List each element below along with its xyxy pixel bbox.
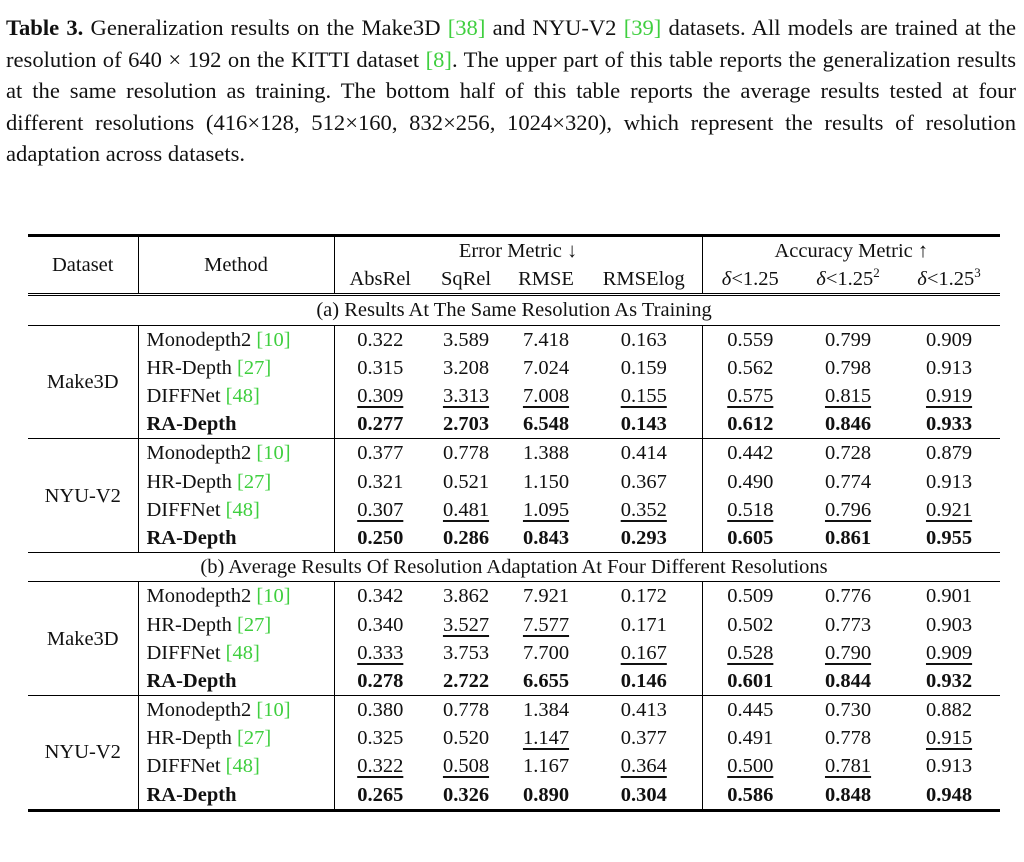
value-cell: 0.521 — [442, 470, 490, 493]
table-row — [28, 468, 1000, 496]
value-cell: 7.921 — [522, 585, 570, 608]
table-row — [28, 439, 1000, 468]
value-cell: 0.518 — [727, 498, 774, 521]
value-cell: 0.909 — [925, 328, 973, 351]
value-cell: 0.575 — [727, 385, 774, 408]
header-method: Method — [138, 236, 334, 295]
value-cell: 0.861 — [824, 526, 872, 549]
value-cell: 0.919 — [925, 385, 973, 408]
results-table — [28, 234, 1000, 812]
value-cell: 0.528 — [727, 641, 774, 664]
value-cell: 0.481 — [442, 498, 490, 521]
dataset-cell: Make3D — [28, 582, 138, 696]
value-cell: 6.548 — [522, 413, 570, 436]
caption-text: . The upper part of this table reports the generalization results at the same resolution as training. The bottom half of this table reports the average results tested at four different resolutions (416×128, 512×160, 832×256, 1024×320), which represent the results of resolution adaptation across datasets. — [6, 46, 1016, 167]
value-cell: 0.799 — [824, 328, 872, 351]
value-cell: 0.146 — [586, 667, 702, 696]
value-cell: 3.862 — [442, 585, 490, 608]
header-error-metric: Error Metric ↓ — [334, 236, 702, 266]
method-cell: RA-Depth — [138, 410, 334, 439]
value-cell: 0.364 — [586, 752, 702, 780]
caption-text: and NYU-V2 — [485, 15, 624, 40]
header-col-0: AbsRel — [334, 265, 426, 295]
value-cell: 0.326 — [426, 781, 506, 811]
value-cell: 0.778 — [426, 696, 506, 725]
value-cell: 0.377 — [586, 724, 702, 752]
table-row — [28, 524, 1000, 553]
value-cell: 0.955 — [925, 526, 973, 549]
results-table-wrapper — [28, 234, 1000, 812]
value-cell: 0.520 — [442, 727, 490, 750]
value-cell: 0.882 — [898, 696, 1000, 725]
value-cell: 0.948 — [898, 781, 1000, 811]
table-row — [28, 696, 1000, 725]
dataset-cell: NYU-V2 — [28, 439, 138, 553]
value-cell: 7.008 — [522, 385, 570, 408]
header-col-5: $\delta<1.25^2$ — [798, 265, 898, 295]
value-cell: 0.605 — [727, 526, 774, 549]
value-cell: 0.815 — [824, 385, 872, 408]
value-cell: 0.340 — [357, 613, 404, 636]
value-cell: 0.773 — [824, 613, 872, 636]
table-row — [28, 382, 1000, 410]
value-cell: 0.321 — [357, 470, 404, 493]
value-cell: 3.753 — [442, 641, 490, 664]
value-cell: 0.796 — [824, 498, 872, 521]
value-cell: 0.781 — [824, 755, 872, 778]
value-cell: 0.774 — [824, 470, 872, 493]
value-cell: 0.491 — [727, 727, 774, 750]
table-row — [28, 354, 1000, 382]
value-cell: 0.309 — [357, 385, 404, 408]
method-citation[interactable]: [10] — [256, 328, 291, 351]
value-cell: 1.384 — [506, 696, 586, 725]
header-accuracy-metric: Accuracy Metric ↑ — [774, 240, 929, 263]
value-cell: 0.171 — [586, 610, 702, 638]
value-cell: 0.909 — [925, 641, 973, 664]
value-cell: 0.612 — [727, 413, 774, 436]
value-cell: 0.278 — [357, 669, 404, 692]
method-cell: DIFFNet [48] — [138, 382, 334, 410]
method-citation[interactable]: [27] — [237, 356, 272, 379]
caption-citation[interactable]: [8] — [425, 46, 452, 72]
method-cell: RA-Depth — [138, 781, 334, 811]
method-cell: DIFFNet [48] — [138, 752, 334, 780]
value-cell: 0.159 — [586, 354, 702, 382]
method-cell: Monodepth2 [10] — [138, 439, 334, 468]
value-cell: 0.377 — [334, 439, 426, 468]
header-col-3: RMSElog — [586, 265, 702, 295]
section-title: (b) Average Results Of Resolution Adaptation At Four Different Resolutions — [28, 553, 1000, 582]
section-title: (a) Results At The Same Resolution As Training — [28, 295, 1000, 325]
value-cell: 0.293 — [586, 524, 702, 553]
value-cell: 1.167 — [522, 755, 570, 778]
value-cell: 0.155 — [586, 382, 702, 410]
method-citation[interactable]: [48] — [225, 755, 260, 778]
table-row — [28, 639, 1000, 667]
value-cell: 7.024 — [522, 356, 570, 379]
value-cell: 0.901 — [925, 585, 973, 608]
table-header — [28, 236, 1000, 295]
table-row — [28, 325, 1000, 354]
method-cell: DIFFNet [48] — [138, 496, 334, 524]
value-cell: 0.776 — [824, 585, 872, 608]
method-citation[interactable]: [48] — [225, 641, 260, 664]
value-cell: 0.277 — [357, 413, 404, 436]
value-cell: 0.413 — [586, 696, 702, 725]
value-cell: 0.315 — [357, 356, 404, 379]
method-cell: HR-Depth [27] — [138, 610, 334, 638]
value-cell: 0.913 — [925, 470, 973, 493]
value-cell: 0.500 — [727, 755, 774, 778]
method-citation[interactable]: [48] — [225, 498, 260, 521]
value-cell: 0.846 — [824, 413, 872, 436]
value-cell: 0.915 — [925, 727, 973, 750]
value-cell: 0.172 — [586, 582, 702, 611]
value-cell: 1.147 — [522, 727, 570, 750]
method-cell: RA-Depth — [138, 667, 334, 696]
value-cell: 0.509 — [727, 585, 774, 608]
value-cell: 0.903 — [925, 613, 973, 636]
value-cell: 0.307 — [357, 498, 404, 521]
value-cell: 0.913 — [925, 755, 973, 778]
value-cell: 7.700 — [522, 641, 570, 664]
caption-text: datasets. All models are trained at the resolution of 640 × 192 on the KITTI dataset — [6, 15, 1016, 72]
value-cell: 0.322 — [357, 755, 404, 778]
value-cell: 0.601 — [727, 669, 774, 692]
value-cell: 0.163 — [586, 325, 702, 354]
table-row — [28, 610, 1000, 638]
value-cell: 7.418 — [522, 328, 570, 351]
value-cell: 1.150 — [522, 470, 570, 493]
value-cell: 0.913 — [925, 356, 973, 379]
caption-text: Generalization results on the Make3D — [83, 15, 448, 40]
table-row — [28, 724, 1000, 752]
dataset-cell: NYU-V2 — [28, 696, 138, 811]
value-cell: 0.167 — [586, 639, 702, 667]
value-cell: 0.890 — [506, 781, 586, 811]
value-cell: 0.445 — [702, 696, 798, 725]
value-cell: 0.304 — [586, 781, 702, 811]
value-cell: 0.143 — [586, 410, 702, 439]
value-cell: 0.502 — [727, 613, 774, 636]
value-cell: 0.325 — [357, 727, 404, 750]
value-cell: 0.380 — [334, 696, 426, 725]
table-row — [28, 410, 1000, 439]
value-cell: 0.414 — [586, 439, 702, 468]
caption-citation[interactable]: [38] — [447, 15, 486, 40]
value-cell: 0.508 — [442, 755, 490, 778]
method-citation[interactable]: [27] — [237, 613, 272, 636]
table-row — [28, 496, 1000, 524]
value-cell: 2.703 — [442, 413, 490, 436]
value-cell: 0.333 — [357, 641, 404, 664]
method-cell: HR-Depth [27] — [138, 354, 334, 382]
value-cell: 0.933 — [925, 413, 973, 436]
value-cell: 0.586 — [702, 781, 798, 811]
value-cell: 0.848 — [798, 781, 898, 811]
header-col-6: $\delta<1.25^3$ — [898, 265, 1000, 295]
method-cell: Monodepth2 [10] — [138, 582, 334, 611]
dataset-cell: Make3D — [28, 325, 138, 439]
caption-label: Table 3. — [6, 15, 84, 40]
value-cell: 7.577 — [522, 613, 570, 636]
method-cell: DIFFNet [48] — [138, 639, 334, 667]
method-cell: RA-Depth — [138, 524, 334, 553]
header-col-1: SqRel — [426, 265, 506, 295]
header-col-2: RMSE — [506, 265, 586, 295]
method-citation[interactable]: [10] — [256, 699, 291, 722]
value-cell: 1.388 — [506, 439, 586, 468]
value-cell: 0.778 — [426, 439, 506, 468]
value-cell: 0.352 — [586, 496, 702, 524]
value-cell: 0.798 — [824, 356, 872, 379]
value-cell: 0.342 — [357, 585, 404, 608]
value-cell: 0.562 — [727, 356, 774, 379]
value-cell: 0.790 — [824, 641, 872, 664]
table-row — [28, 582, 1000, 611]
value-cell: 0.490 — [727, 470, 774, 493]
value-cell: 0.250 — [357, 526, 404, 549]
method-cell: Monodepth2 [10] — [138, 325, 334, 354]
value-cell: 0.844 — [824, 669, 872, 692]
value-cell: 0.265 — [334, 781, 426, 811]
table-row — [28, 781, 1000, 811]
value-cell: 0.843 — [522, 526, 570, 549]
value-cell: 1.095 — [522, 498, 570, 521]
value-cell: 0.728 — [798, 439, 898, 468]
value-cell: 0.322 — [357, 328, 404, 351]
value-cell: 0.442 — [702, 439, 798, 468]
value-cell: 0.778 — [824, 727, 872, 750]
value-cell: 3.208 — [442, 356, 490, 379]
value-cell: 0.730 — [798, 696, 898, 725]
value-cell: 6.655 — [522, 669, 570, 692]
value-cell: 3.527 — [442, 613, 490, 636]
value-cell: 0.879 — [898, 439, 1000, 468]
value-cell: 2.722 — [442, 669, 490, 692]
method-cell: Monodepth2 [10] — [138, 696, 334, 725]
table-caption — [6, 12, 1016, 170]
method-citation[interactable]: [48] — [225, 385, 260, 408]
method-citation[interactable]: [10] — [256, 442, 291, 465]
table-row — [28, 752, 1000, 780]
value-cell: 0.559 — [727, 328, 774, 351]
value-cell: 3.313 — [442, 385, 490, 408]
caption-citation[interactable]: [39] — [623, 15, 662, 40]
value-cell: 0.367 — [586, 468, 702, 496]
value-cell: 3.589 — [442, 328, 490, 351]
method-cell: HR-Depth [27] — [138, 468, 334, 496]
value-cell: 0.932 — [925, 669, 973, 692]
method-cell: HR-Depth [27] — [138, 724, 334, 752]
table-body — [28, 295, 1000, 810]
method-citation[interactable]: [27] — [237, 727, 272, 750]
header-dataset: Dataset — [28, 236, 138, 295]
method-citation[interactable]: [27] — [237, 470, 272, 493]
value-cell: 0.286 — [442, 526, 490, 549]
table-row — [28, 667, 1000, 696]
method-citation[interactable]: [10] — [256, 585, 291, 608]
value-cell: 0.921 — [925, 498, 973, 521]
header-col-4: δ<1.25 — [702, 265, 798, 295]
